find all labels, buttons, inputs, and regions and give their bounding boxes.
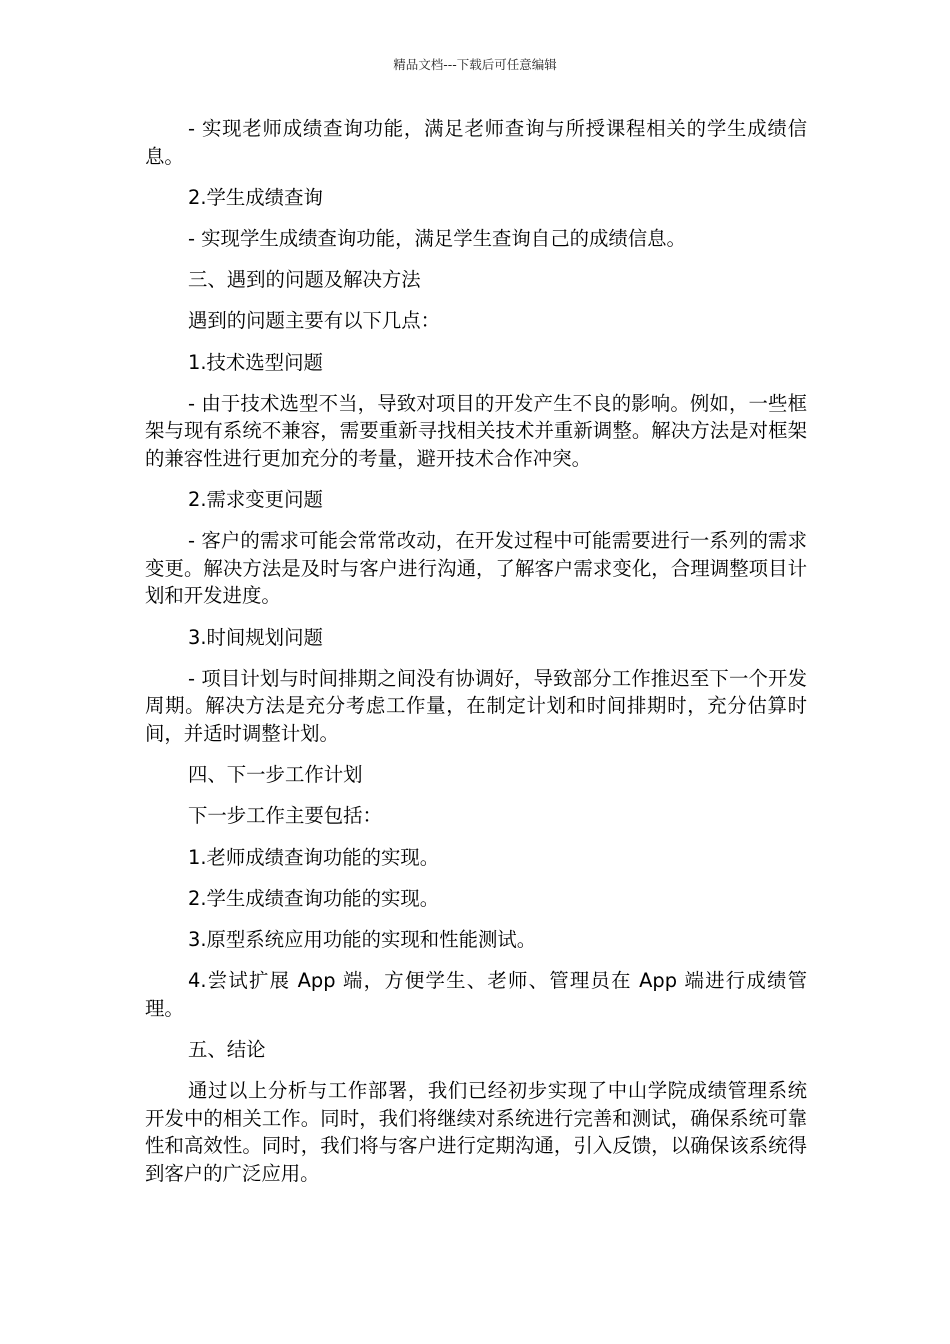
paragraph-requirement-change-desc: - 客户的需求可能会常常改动，在开发过程中可能需要进行一系列的需求变更。解决方法是及时与客户进行沟通，了解客户需求变化，合理调整项目计划和开发进度。 <box>145 529 807 608</box>
section-heading-problems: 三、遇到的问题及解决方法 <box>188 268 421 292</box>
plan-item-3: 3.原型系统应用功能的实现和性能测试。 <box>188 927 537 951</box>
paragraph-problems-intro: 遇到的问题主要有以下几点： <box>188 309 441 333</box>
paragraph-tech-selection-desc: - 由于技术选型不当，导致对项目的开发产生不良的影响。例如，一些框架与现有系统不兼容，需要重新寻找相关技术并重新调整。解决方法是对框架的兼容性进行更加充分的考量，避开技术合作冲突。 <box>145 391 807 470</box>
item-requirement-change: 2.需求变更问题 <box>188 488 323 512</box>
plan-item-2: 2.学生成绩查询功能的实现。 <box>188 886 440 910</box>
page-header: 精品文档---下载后可任意编辑 <box>393 57 557 72</box>
plan-item-4: 4.尝试扩展 App 端，方便学生、老师、管理员在 App 端进行成绩管理。 <box>145 969 807 1020</box>
paragraph-teacher-query-desc: - 实现老师成绩查询功能，满足老师查询与所授课程相关的学生成绩信息。 <box>145 117 807 168</box>
section-heading-conclusion: 五、结论 <box>188 1037 266 1061</box>
plan-item-1: 1.老师成绩查询功能的实现。 <box>188 845 440 869</box>
item-tech-selection: 1.技术选型问题 <box>188 350 323 374</box>
paragraph-next-plan-intro: 下一步工作主要包括： <box>188 804 382 828</box>
item-time-planning: 3.时间规划问题 <box>188 625 323 649</box>
paragraph-time-planning-desc: - 项目计划与时间排期之间没有协调好，导致部分工作推迟至下一个开发周期。解决方法是充分考虑工作量，在制定计划和时间排期时，充分估算时间，并适时调整计划。 <box>145 666 807 746</box>
document-body <box>145 115 807 1201</box>
paragraph-student-query-desc: - 实现学生成绩查询功能，满足学生查询自己的成绩信息。 <box>188 226 686 250</box>
item-student-query: 2.学生成绩查询 <box>188 185 323 209</box>
paragraph-conclusion: 通过以上分析与工作部署，我们已经初步实现了中山学院成绩管理系统开发中的相关工作。同时，我们将继续对系统进行完善和测试，确保系统可靠性和高效性。同时，我们将与客户进行定期沟通，引入反馈，以确保该系统得到客户的广泛应用。 <box>145 1079 807 1185</box>
section-heading-next-plan: 四、下一步工作计划 <box>188 763 363 787</box>
